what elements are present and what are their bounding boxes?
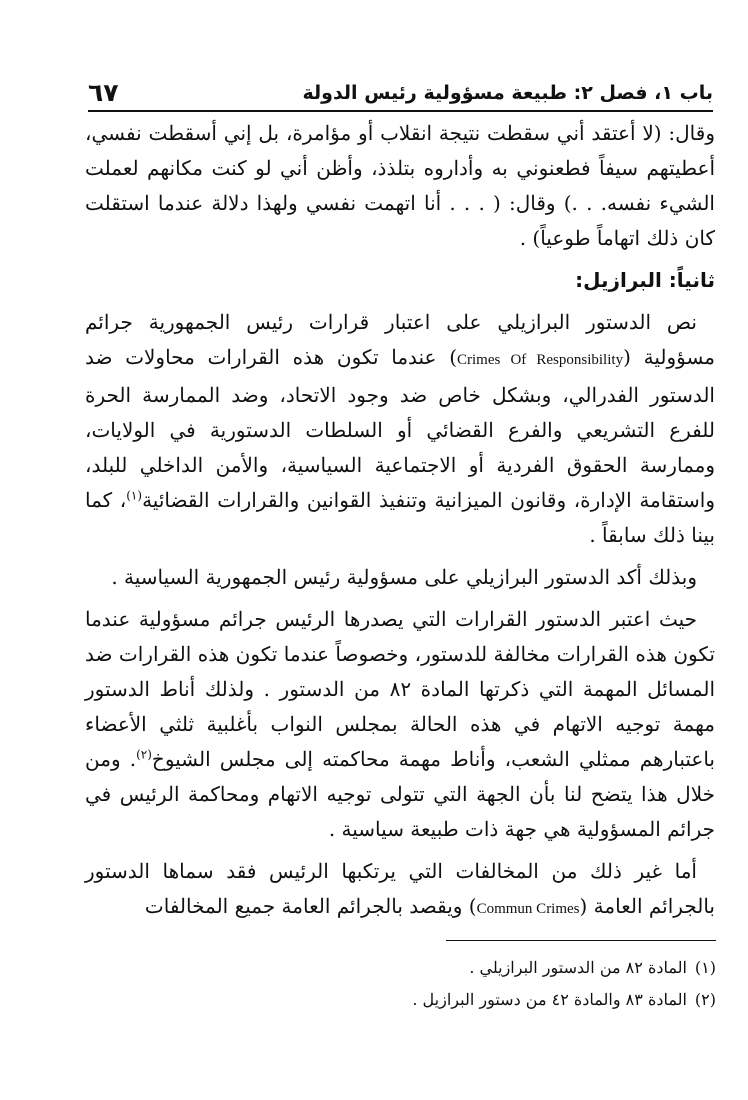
paragraph-crimes-of-responsibility	[85, 602, 715, 847]
footnote-text: المادة ٨٣ والمادة ٤٢ من دستور البرازيل .	[412, 990, 687, 1009]
page-number: ٦٧	[88, 78, 119, 107]
paragraph-text: ) عندما تكون هذه القرارات محاولات ضد الدستور الفدرالي، وبشكل خاص ضد وجود الاتحاد، وضد الممارسة الحرة للفرع التشريعي والفرع القضائي أو السلطات الدستورية في الولايات، وممارسة الحقوق الفردية أو الاجتماعية السياسية، والأمن الداخلي للبلد، واستقامة الإدارة، وقانون الميزانية وتنفيذ القوانين والقرارات القضائية	[85, 345, 715, 512]
footnote-ref: (١)	[126, 488, 143, 503]
chapter-title: باب ١، فصل ٢: طبيعة مسؤولية رئيس الدولة	[302, 82, 713, 104]
latin-term: Crimes Of Responsibility	[457, 352, 624, 368]
footnote-text: المادة ٨٢ من الدستور البرازيلي .	[469, 958, 687, 977]
paragraph-quote: وقال: (لا أعتقد أني سقطت نتيجة انقلاب أو مؤامرة، بل إني أسقطت نفسي، أعطيتهم سيفاً فطعنوني به وأداروه بتلذذ، وأظن أني لو كنت مكانهم لعملت الشيء نفسه. . .) وقال: ( . . . أنا اتهمت نفسي ولهذا دلالة عندما استقلت كان ذلك اتهاماً طوعياً) .	[85, 121, 715, 250]
paragraph-text: . ومن خلال هذا يتضح لنا بأن الجهة التي تتولى توجيه الاتهام ومحاكمة الرئيس في جرائم المسؤولية هي جهة ذات طبيعة سياسية .	[85, 747, 715, 841]
latin-term: Commun Crimes	[476, 901, 580, 917]
footnote-number: (٢)	[694, 990, 716, 1009]
footnote-1	[196, 952, 716, 984]
section-heading: ثانياً: البرازيل:	[575, 268, 715, 292]
footnote-number: (١)	[694, 958, 716, 977]
paragraph-political-responsibility: وبذلك أكد الدستور البرازيلي على مسؤولية رئيس الجمهورية السياسية .	[111, 565, 697, 589]
footnote-divider	[446, 940, 716, 941]
paragraph-text: أما غير ذلك من المخالفات التي يرتكبها الرئيس فقد سماها الدستور بالجرائم العامة (	[85, 859, 715, 918]
footnotes	[196, 952, 716, 1016]
paragraph-text: حيث اعتبر الدستور القرارات التي يصدرها الرئيس جرائم مسؤولية عندما تكون هذه القرارات مخالفة للدستور، وخصوصاً عندما تكون هذه القرارات ضد المسائل المهمة التي ذكرتها المادة ٨٢ من الدستور . ولذلك أناط الدستور مهمة توجيه الاتهام في هذه الحالة بمجلس النواب بأغلبية ثلثي الأعضاء باعتبارهم ممثلي الشعب، وأناط مهمة محاكمته إلى مجلس الشيوخ	[85, 607, 715, 771]
running-header	[88, 78, 713, 112]
paragraph-common-crimes	[85, 854, 715, 927]
paragraph-brazil-constitution	[85, 305, 715, 553]
paragraph-text: ، كما بينا ذلك سابقاً .	[85, 488, 715, 547]
paragraph-text: نص الدستور البرازيلي على اعتبار قرارات رئيس الجمهورية جرائم مسؤولية (	[85, 310, 715, 369]
footnote-ref: (٢)	[136, 747, 152, 762]
footnote-2	[196, 984, 716, 1016]
main-text	[85, 116, 715, 934]
paragraph-text: ) ويقصد بالجرائم العامة جميع المخالفات	[144, 894, 477, 918]
